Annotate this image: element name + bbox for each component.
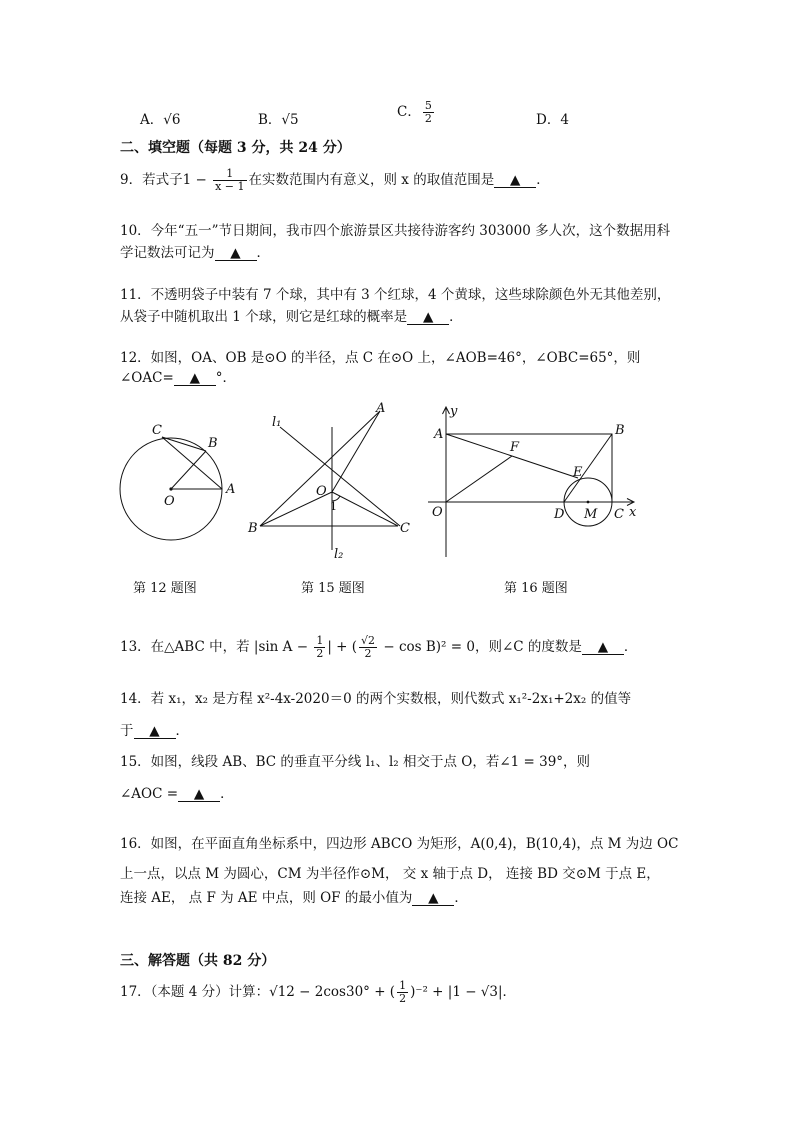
- q10-end: ．: [256, 245, 270, 261]
- choice-a: A．√6: [140, 112, 181, 128]
- fig16-label-o: O: [432, 505, 443, 520]
- choice-c-prefix: C．: [397, 104, 421, 120]
- fig15-label-l2: l₂: [334, 547, 344, 562]
- q11-end: ．: [449, 309, 463, 325]
- q9-frac-num: 1: [213, 168, 246, 181]
- q9-answer-blank[interactable]: ▲: [494, 173, 536, 188]
- fig16-label-x: x: [629, 505, 637, 520]
- question-10-line2: [120, 244, 270, 262]
- fig16-label-y: y: [450, 404, 458, 419]
- q13-half-den: 2: [316, 647, 324, 660]
- fig16-rectangle-abco: [446, 434, 612, 502]
- question-15-line2: [120, 785, 234, 803]
- q9-frac-den: x − 1: [215, 180, 245, 193]
- caption-figure-15: 第 15 题图: [301, 581, 365, 596]
- fig16-label-m: M: [584, 507, 598, 522]
- question-16-line1: 16．如图，在平面直角坐标系中，四边形 ABCO 为矩形，A(0,4)，B(10,4)，点 M 为边 OC: [120, 836, 679, 852]
- q15-line2-pre: ∠AOC =: [120, 786, 179, 802]
- q17-half-fraction: [397, 980, 408, 1005]
- q12-end: °．: [215, 370, 237, 386]
- fig15-label-b: B: [248, 521, 258, 536]
- fig15-line-oa: [332, 411, 380, 492]
- q9-expr-lead: 1 −: [182, 172, 212, 188]
- fig12-center-dot: [169, 487, 172, 490]
- fig15-label-c: C: [400, 521, 410, 536]
- question-14-line2: [120, 722, 189, 740]
- choice-c-numerator: 5: [424, 99, 432, 112]
- q9-fraction: [213, 168, 246, 193]
- q9-pre: 9．若式子: [120, 172, 183, 188]
- fig16-label-d: D: [554, 507, 565, 522]
- fig16-center-dot: [587, 501, 590, 504]
- question-16-line3: [120, 889, 468, 907]
- question-9: [120, 168, 550, 193]
- q11-answer-blank[interactable]: ▲: [407, 310, 449, 325]
- question-11-line2: [120, 308, 463, 326]
- q13-root2-num: √2: [361, 634, 376, 647]
- q13-half-num: 1: [316, 634, 324, 647]
- q17-post: )⁻² + |1 − √3|．: [410, 984, 517, 1000]
- fig15-line-l1: [280, 427, 400, 526]
- fig12-label-c: C: [152, 423, 162, 438]
- fig16-line-bd: [564, 434, 612, 502]
- caption-figure-16: 第 16 题图: [504, 581, 568, 596]
- question-10-line1: 10．今年“五一”节日期间，我市四个旅游景区共接待游客约 303000 多人次，这个数据用科: [120, 223, 671, 239]
- fig12-label-b: B: [208, 436, 218, 451]
- fig16-label-b: B: [615, 423, 625, 438]
- question-12-line2: [120, 369, 236, 387]
- q13-half-fraction: [314, 635, 325, 660]
- section2-title: 二、填空题（每题 3 分，共 24 分）: [120, 140, 351, 156]
- fig12-line-bc: [162, 437, 206, 451]
- question-11-line1: 11．不透明袋子中装有 7 个球，其中有 3 个红球，4 个黄球，这些球除颜色外无其他差别，: [120, 287, 671, 303]
- figure-15: [246, 402, 416, 562]
- choice-c: [397, 100, 436, 125]
- question-12-line1: 12．如图，OA、OB 是⊙O 的半径，点 C 在⊙O 上，∠AOB=46°，∠OBC=65°，则: [120, 350, 641, 366]
- q13-end: ．: [623, 639, 638, 655]
- choice-d: D．4: [536, 112, 569, 128]
- fig12-label-a: A: [226, 482, 236, 497]
- q9-post: 在实数范围内有意义，则 x 的取值范围是: [248, 172, 495, 188]
- fig15-label-l1: l₁: [272, 415, 282, 430]
- choice-c-fraction: [423, 100, 434, 125]
- question-17: [120, 980, 516, 1005]
- figure-16: [428, 402, 650, 562]
- choice-c-denominator: 2: [424, 112, 432, 125]
- fig16-line-of: [446, 456, 512, 502]
- q13-pre: 13．在△ABC 中，若 |sin A −: [120, 639, 313, 655]
- q10-line2-pre: 学记数法可记为: [120, 245, 215, 261]
- fig16-label-e: E: [573, 465, 583, 480]
- q15-answer-blank[interactable]: ▲: [178, 787, 220, 802]
- fig16-label-f: F: [510, 440, 520, 455]
- section3-title: 三、解答题（共 82 分）: [120, 953, 276, 969]
- fig15-label-a: A: [376, 402, 386, 416]
- fig15-label-o: O: [316, 484, 327, 499]
- q13-post: − cos B)² = 0，则∠C 的度数是: [379, 639, 582, 655]
- q16-line3-pre: 连接 AE， 点 F 为 AE 中点，则 OF 的最小值为: [120, 890, 413, 906]
- q14-line2-pre: 于: [120, 723, 134, 739]
- question-15-line1: 15．如图，线段 AB、BC 的垂直平分线 l₁、l₂ 相交于点 O，若∠1 = 39°，则: [120, 754, 591, 770]
- q17-half-num: 1: [399, 979, 407, 992]
- q14-answer-blank[interactable]: ▲: [134, 724, 176, 739]
- fig12-label-o: O: [164, 494, 175, 509]
- q13-answer-blank[interactable]: ▲: [582, 640, 624, 655]
- question-14-line1: 14．若 x₁，x₂ 是方程 x²-4x-2020＝0 的两个实数根，则代数式 x₁²-2x₁+2x₂ 的值等: [120, 691, 632, 707]
- question-13: [120, 635, 637, 660]
- q12-answer-blank[interactable]: ▲: [174, 371, 216, 386]
- question-16-line2: 上一点，以点 M 为圆心，CM 为半径作⊙M， 交 x 轴于点 D， 连接 BD 交⊙M 于点 E，: [120, 866, 660, 882]
- fig16-label-a: A: [434, 427, 444, 442]
- fig15-label-1: 1: [330, 500, 337, 513]
- q11-line2-pre: 从袋子中随机取出 1 个球，则它是红球的概率是: [120, 309, 408, 325]
- choice-b: B．√5: [258, 112, 299, 128]
- q9-end: ．: [536, 172, 550, 188]
- q14-end: ．: [175, 723, 189, 739]
- q17-pre: 17．（本题 4 分）计算：√12 − 2cos30° + (: [120, 984, 396, 1000]
- q13-mid: | + (: [327, 639, 358, 655]
- q12-line2-pre: ∠OAC=: [120, 370, 174, 386]
- caption-figure-12: 第 12 题图: [133, 581, 197, 596]
- q17-half-den: 2: [399, 992, 407, 1005]
- figure-12: [112, 412, 242, 552]
- q15-end: ．: [220, 786, 234, 802]
- q13-root2-fraction: [359, 635, 377, 660]
- fig16-label-c: C: [614, 507, 624, 522]
- q10-answer-blank[interactable]: ▲: [215, 246, 257, 261]
- q13-root2-den: 2: [364, 647, 372, 660]
- q16-end: ．: [454, 890, 468, 906]
- q16-answer-blank[interactable]: ▲: [412, 891, 454, 906]
